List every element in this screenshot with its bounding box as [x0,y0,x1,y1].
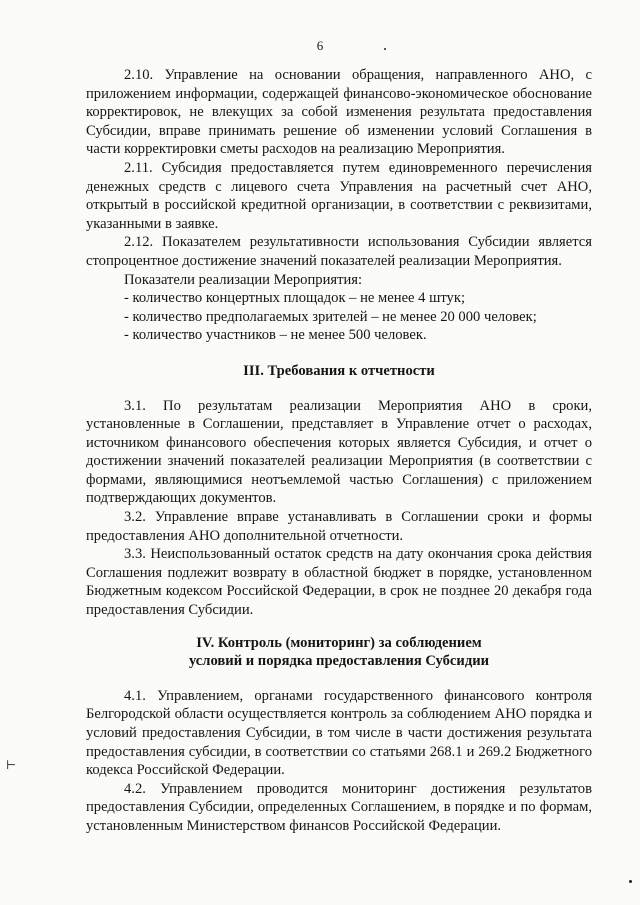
paragraph-4-2: 4.2. Управлением проводится мониторинг достижения результатов предоставления Субсидии, определенных Соглашением, в порядке и по формам, установленным Министерством финансов Российской Федерации. [86,780,592,834]
margin-mark: ⊢ [6,758,17,772]
section-4-heading-line2: условий и порядка предоставления Субсидии [188,653,490,670]
page-number: 6 [316,38,324,53]
paragraph-4-1: 4.1. Управлением, органами государственного финансового контроля Белгородской области осуществляется контроль за соблюдением АНО порядка и условий предоставления Субсидии, в том числе в части достижения результата предоставления субсидии, в соответствии со статьями 268.1 и 269.2 Бюджетного кодекса Российской Федерации. [86,687,592,779]
document-body [86,66,592,836]
paragraph-3-2: 3.2. Управление вправе устанавливать в Соглашении сроки и формы предоставления АНО дополнительной отчетности. [86,509,592,544]
section-4-heading [86,634,592,671]
paragraph-3-3: 3.3. Неиспользованный остаток средств на дату окончания срока действия Соглашения подлежит возврату в областной бюджет в порядке, установленном Бюджетным кодексом Российской Федерации, в срок не позднее 20 декабря года предоставления Субсидии. [86,546,592,619]
scan-speck [629,880,632,883]
section-3-heading: III. Требования к отчетности [243,362,435,379]
paragraph-2-11: 2.11. Субсидия предоставляется путем единовременного перечисления денежных средств с лицевого счета Управления на расчетный счет АНО, открытый в российской кредитной организации, в соответствии с реквизитами, указанными в заявке. [86,159,592,232]
paragraph-2-12: 2.12. Показателем результативности использования Субсидии является стопроцентное достижение значений показателей реализации Мероприятия. [86,234,592,269]
indicator-item: - количество концертных площадок – не менее 4 штук; [124,290,465,307]
indicator-item: - количество участников – не менее 500 человек. [124,327,427,344]
paragraph-2-10: 2.10. Управление на основании обращения, направленного АНО, с приложением информации, содержащей финансово-экономическое обоснование корректировок, не влекущих за собой изменения результата предоставления Субсидии, вправе принимать решение об изменении условий Соглашения в части корректировки сметы расходов на реализацию Мероприятия. [86,67,592,158]
indicators-title: Показатели реализации Мероприятия: [124,271,363,288]
indicator-item: - количество предполагаемых зрителей – не менее 20 000 человек; [124,308,537,325]
scan-speck [384,48,386,50]
paragraph-3-1: 3.1. По результатам реализации Мероприятия АНО в сроки, установленные в Соглашении, представляет в Управление отчет о расходах, источником финансового обеспечения которых является Субсидия, и отчет о достижении значений показателей реализации Мероприятия (в соответствии с формами, являющимися неотъемлемой частью Соглашения) с приложением подтверждающих документов. [86,397,592,507]
section-4-heading-line1: IV. Контроль (мониторинг) за соблюдением [196,634,482,651]
